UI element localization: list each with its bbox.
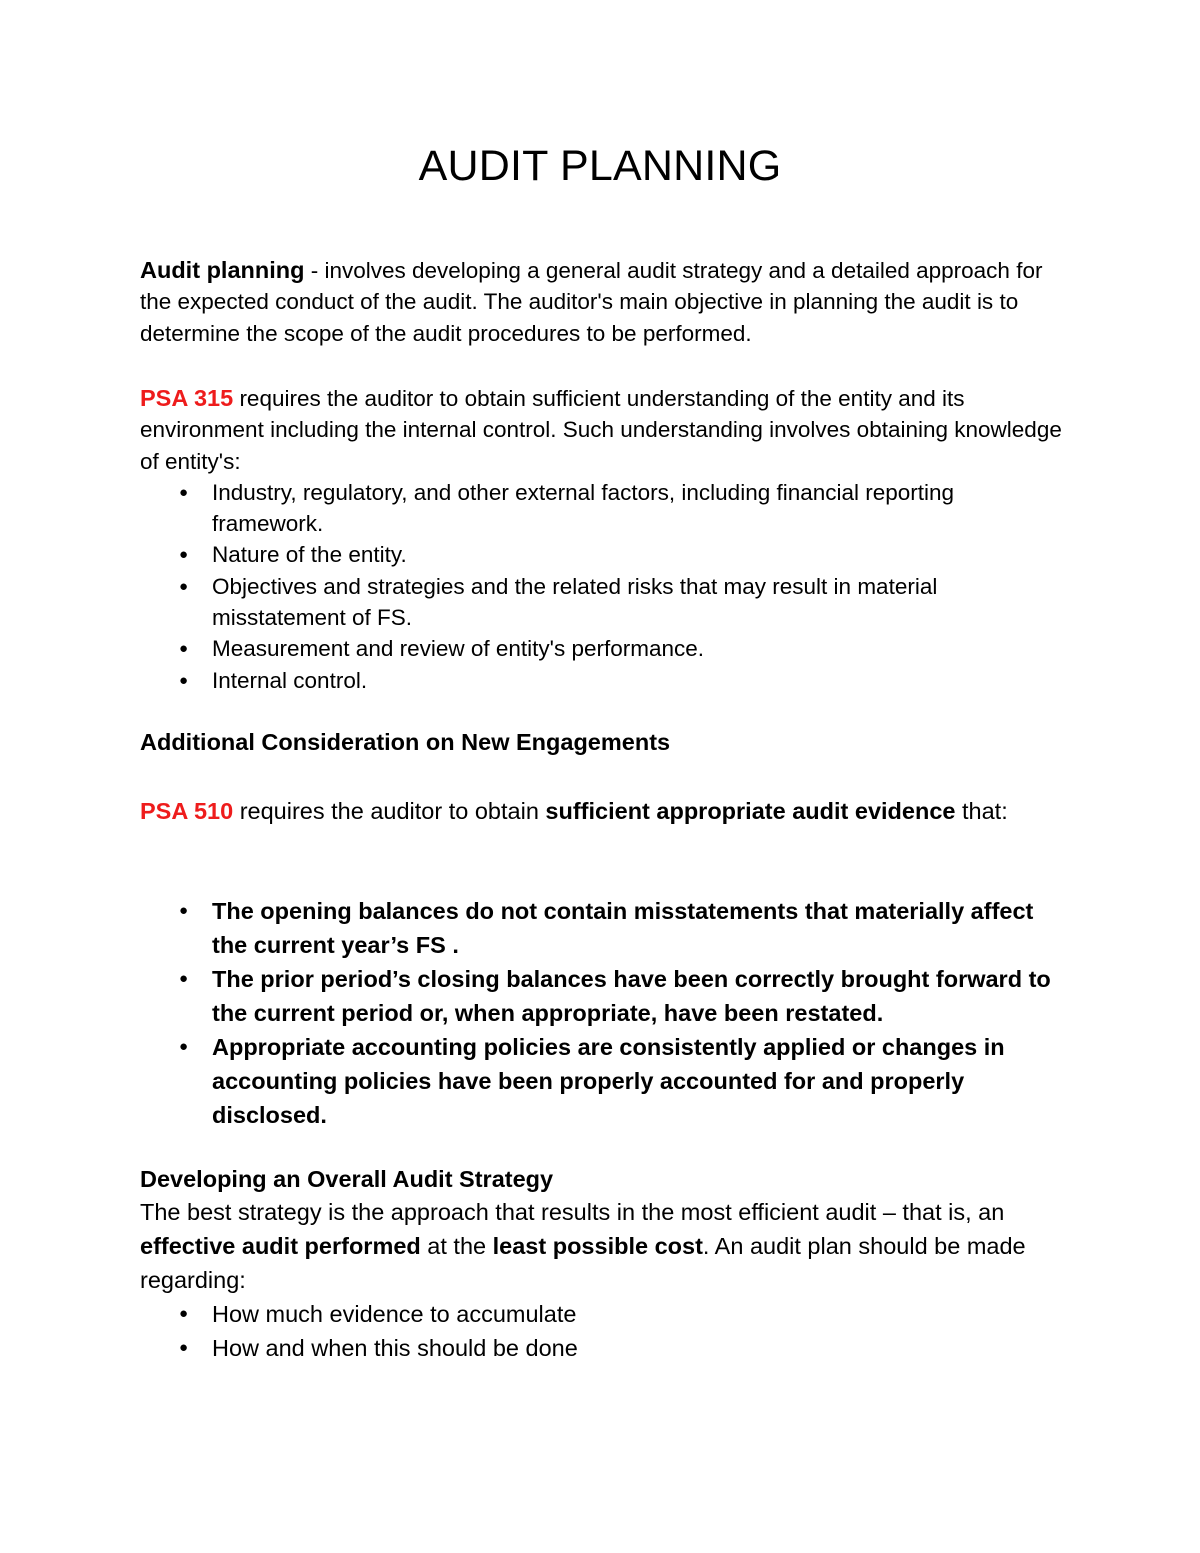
bullet-icon: ●: [179, 546, 189, 564]
strategy-heading: Developing an Overall Audit Strategy: [140, 1166, 554, 1192]
psa315-paragraph: [140, 383, 1070, 477]
bullet-icon: ●: [179, 1038, 189, 1055]
psa510-list-section: [140, 894, 1070, 1132]
bullet-icon: ●: [179, 1305, 189, 1322]
psa315-list: [140, 477, 1070, 696]
psa510-code: PSA 510: [140, 798, 234, 824]
psa510-text-b: that:: [955, 798, 1008, 824]
list-item: ● Internal control.: [212, 665, 1070, 696]
psa510-section: [140, 794, 1070, 828]
intro-term: Audit planning: [140, 257, 305, 283]
bullet-icon: ●: [179, 970, 189, 987]
page-title: AUDIT PLANNING: [418, 142, 782, 190]
bullet-icon: ●: [179, 577, 189, 595]
bullet-icon: ●: [179, 902, 189, 919]
bullet-icon: ●: [179, 671, 189, 689]
new-engagements-heading: Additional Consideration on New Engagements: [140, 729, 671, 755]
list-item: ● Nature of the entity.: [212, 539, 1070, 570]
strategy-list: [140, 1297, 1070, 1365]
strategy-emphasis-1: effective audit performed: [140, 1233, 421, 1259]
list-item: ● The prior period’s closing balances have been correctly brought forward to the current period or, when appropriate, have been restated.: [212, 962, 1070, 1030]
list-item: ● Industry, regulatory, and other external factors, including financial reporting framework.: [212, 477, 1070, 540]
psa510-text-a: requires the auditor to obtain: [233, 798, 546, 824]
list-item: ● Appropriate accounting policies are consistently applied or changes in accounting policies have been properly accounted for and properly disclosed.: [212, 1030, 1070, 1132]
list-item: ● The opening balances do not contain misstatements that materially affect the current year’s FS .: [212, 894, 1070, 962]
psa315-text: requires the auditor to obtain sufficient understanding of the entity and its environment including the internal control. Such understanding involves obtaining knowledge of entity's:: [140, 386, 1062, 474]
psa510-emphasis: sufficient appropriate audit evidence: [545, 798, 956, 824]
psa510-list: [140, 894, 1070, 1132]
bullet-icon: ●: [179, 640, 189, 658]
strategy-section: [140, 1163, 1070, 1365]
intro-paragraph: [140, 255, 1070, 349]
bullet-icon: ●: [179, 483, 189, 501]
psa315-code: PSA 315: [140, 385, 234, 411]
psa510-paragraph: [140, 794, 1070, 828]
list-item: ● How much evidence to accumulate: [212, 1297, 1070, 1331]
new-engagements-section: [140, 726, 1070, 758]
intro-definition: - involves developing a general audit strategy and a detailed approach for the expected conduct of the audit. The auditor's main objective in planning the audit is to determine the scope of the audit procedures to be performed.: [140, 258, 1043, 346]
list-item: ● Objectives and strategies and the related risks that may result in material misstatement of FS.: [212, 571, 1070, 634]
psa315-section: [140, 383, 1070, 696]
strategy-paragraph: The best strategy is the approach that results in the most efficient audit – that is, an effective audit performed at the least possible cost. An audit plan should be made regarding:: [140, 1199, 1026, 1293]
list-item: ● Measurement and review of entity's performance.: [212, 633, 1070, 664]
bullet-icon: ●: [179, 1339, 189, 1356]
list-item: ● How and when this should be done: [212, 1331, 1070, 1365]
strategy-emphasis-2: least possible cost: [492, 1233, 703, 1259]
intro-section: [140, 255, 1070, 349]
